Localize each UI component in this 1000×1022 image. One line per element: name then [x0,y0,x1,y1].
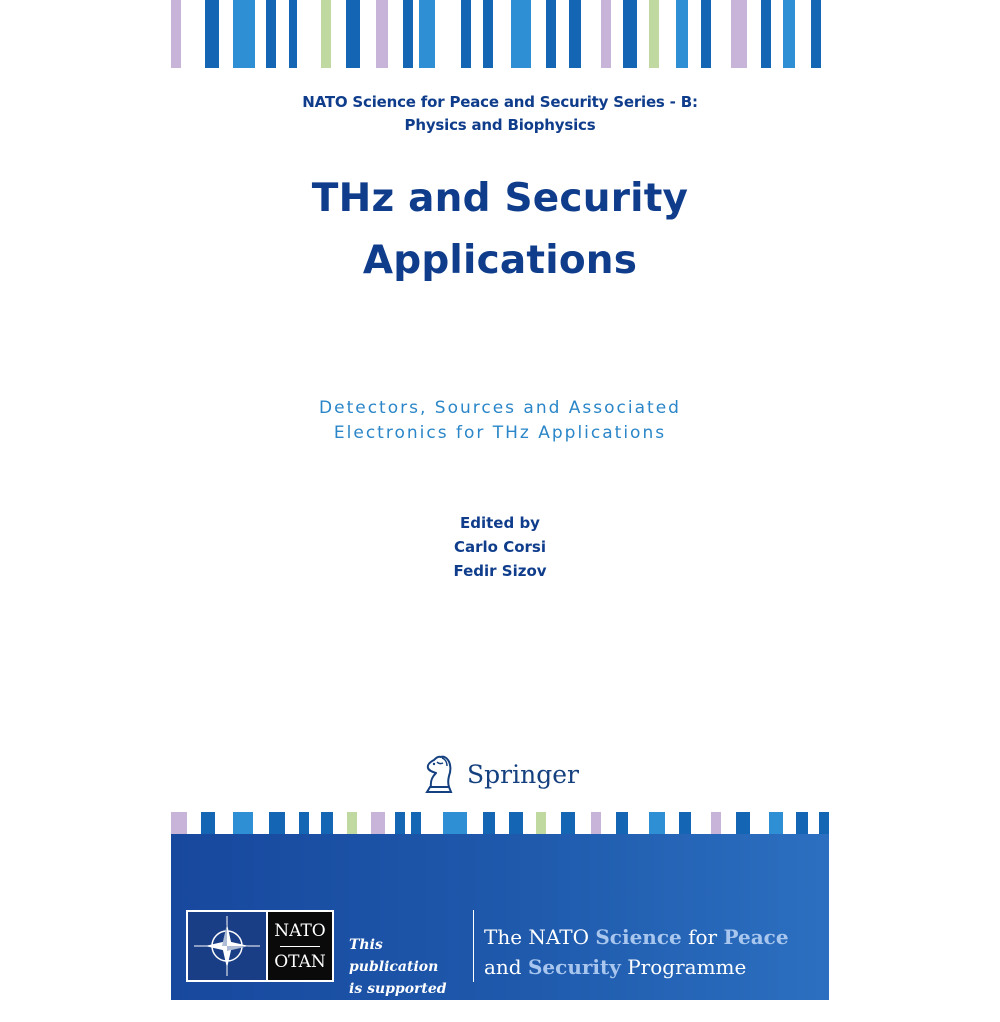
decorative-stripe [269,812,285,834]
support-line-1: This publication [349,937,439,975]
decorative-stripe [321,0,331,68]
publisher-logo [171,752,829,796]
decorative-stripe [395,812,405,834]
decorative-stripe [616,812,628,834]
nato-footer-band [171,834,829,1019]
programme-name [484,922,824,982]
book-title-line-1: THz and Security [311,176,689,221]
decorative-stripe [171,812,187,834]
nato-divider [280,946,320,947]
decorative-stripe [731,0,747,68]
decorative-stripe [201,812,215,834]
decorative-stripe [289,0,297,68]
programme-text: and [484,955,528,979]
nato-word: NATO [274,920,326,941]
decorative-stripe [701,0,711,68]
footer-divider [473,910,474,982]
decorative-stripe [511,0,531,68]
otan-word: OTAN [274,951,326,972]
programme-text: Programme [620,955,747,979]
decorative-stripe [483,812,495,834]
book-title-line-2: Applications [362,238,638,283]
decorative-stripe [546,0,556,68]
decorative-stripe [769,812,783,834]
decorative-stripe [649,812,665,834]
series-line-2: Physics and Biophysics [404,116,596,134]
decorative-stripe [299,812,309,834]
decorative-stripe [536,812,546,834]
decorative-stripe [205,0,219,68]
springer-wordmark: Springer [467,759,579,789]
decorative-stripe [403,0,413,68]
decorative-stripe [171,0,181,68]
decorative-stripe [321,812,333,834]
nato-star-panel [188,912,266,980]
decorative-stripe [811,0,821,68]
editors-block [171,511,829,583]
decorative-stripe [783,0,795,68]
book-title [171,168,829,292]
decorative-stripe [443,812,467,834]
support-statement [349,934,469,1022]
decorative-stripe [591,812,601,834]
decorative-stripe [233,0,255,68]
top-stripe-band [171,0,829,68]
decorative-stripe [561,812,575,834]
decorative-stripe [371,812,385,834]
programme-line-2 [484,952,824,982]
nato-wordmark-panel [268,912,332,980]
decorative-stripe [419,0,435,68]
editor-name: Fedir Sizov [453,562,547,580]
decorative-stripe [761,0,771,68]
decorative-stripe [711,812,721,834]
decorative-stripe [266,0,276,68]
edited-by-label: Edited by [460,514,540,532]
book-cover [171,0,829,1019]
decorative-stripe [347,812,357,834]
programme-highlight-security: Security [527,955,621,979]
decorative-stripe [819,812,829,834]
programme-line-1 [484,922,824,952]
series-line-1: NATO Science for Peace and Security Series - B: [302,93,698,111]
decorative-stripe [346,0,360,68]
editor-name: Carlo Corsi [454,538,546,556]
programme-highlight-peace: Peace [723,925,789,949]
decorative-stripe [623,0,637,68]
decorative-stripe [233,812,253,834]
decorative-stripe [601,0,611,68]
programme-highlight-science: Science [595,925,682,949]
programme-text: The NATO [484,925,596,949]
bottom-stripe-band [171,812,829,834]
decorative-stripe [461,0,471,68]
decorative-stripe [736,812,750,834]
knight-horse-icon [421,754,457,794]
book-subtitle [171,396,829,446]
decorative-stripe [509,812,523,834]
decorative-stripe [483,0,493,68]
support-line-2: is supported by: [349,981,447,1019]
subtitle-line-1: Detectors, Sources and Associated [319,398,681,418]
decorative-stripe [676,0,688,68]
nato-otan-logo [186,910,334,982]
decorative-stripe [679,812,691,834]
decorative-stripe [376,0,388,68]
decorative-stripe [411,812,421,834]
decorative-stripe [796,812,808,834]
subtitle-line-2: Electronics for THz Applications [333,423,667,443]
decorative-stripe [649,0,659,68]
decorative-stripe [569,0,581,68]
series-title [171,91,829,137]
nato-compass-star-icon [188,912,266,980]
programme-text: for [681,925,724,949]
